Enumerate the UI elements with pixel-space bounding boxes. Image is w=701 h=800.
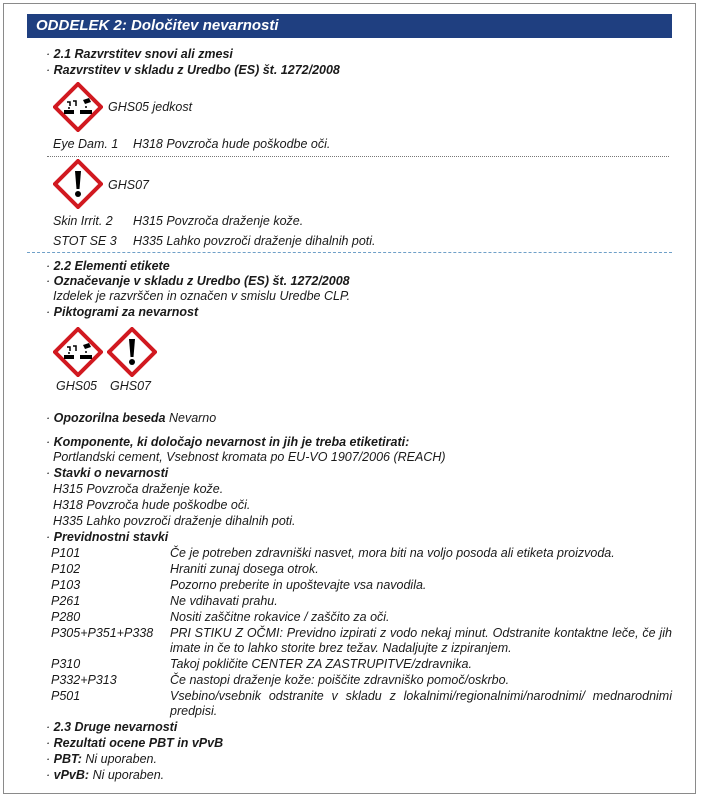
precaution-text: Nositi zaščitne rokavice / zaščito za oči.: [170, 610, 390, 624]
precaution-code: P501: [51, 689, 81, 703]
ghs05-pictogram-icon: [53, 327, 103, 377]
precaution-code: P261: [51, 594, 81, 608]
pbt-value: Ni uporaben.: [85, 752, 157, 766]
stot-statement: H335 Lahko povzroči draženje dihalnih poti.: [133, 234, 376, 248]
skin-class: Skin Irrit. 2: [53, 214, 113, 228]
precaution-text: Pozorno preberite in upoštevajte vsa navodila.: [170, 578, 427, 592]
ghs05-corrosion-icon: [53, 82, 103, 132]
hazard-statement: H335 Lahko povzroči draženje dihalnih poti.: [53, 514, 296, 528]
signal-word-label: Opozorilna beseda: [53, 411, 166, 425]
precaution-code: P103: [51, 578, 81, 592]
precaution-code: P332+P313: [51, 673, 117, 687]
precaution-text: Hraniti zunaj dosega otrok.: [170, 562, 319, 576]
pbt-heading: · Rezultati ocene PBT in vPvB: [46, 736, 224, 750]
s21-heading: · 2.1 Razvrstitev snovi ali zmesi: [46, 47, 233, 61]
components-heading: · Komponente, ki določajo nevarnost in jih je treba etiketirati:: [46, 435, 410, 449]
eye-class: Eye Dam. 1: [53, 137, 119, 151]
signal-word-line: · Opozorilna beseda Nevarno: [46, 411, 217, 425]
precaution-text: Če je potreben zdravniški nasvet, mora biti na voljo posoda ali etiketa proizvoda.: [170, 546, 615, 560]
clp-note: Izdelek je razvrščen in označen v smislu Uredbe CLP.: [53, 289, 351, 303]
hazard-statement: H315 Povzroča draženje kože.: [53, 482, 224, 496]
pbt-label: PBT:: [53, 752, 82, 766]
precaution-code: P102: [51, 562, 81, 576]
ghs07-exclamation-icon: [53, 159, 103, 209]
ghs05-label: GHS05 jedkost: [108, 100, 193, 114]
precaution-code: P305+P351+P338: [51, 626, 154, 640]
signal-word-value: Nevarno: [168, 411, 217, 425]
precaution-code: P101: [51, 546, 81, 560]
ghs07-label: GHS07: [108, 178, 149, 192]
components-text: Portlandski cement, Vsebnost kromata po EU-VO 1907/2006 (REACH): [53, 450, 446, 464]
vpvb-label: vPvB:: [53, 768, 90, 782]
pictograms-heading: · Piktogrami za nevarnost: [46, 305, 199, 319]
precaution-text: PRI STIKU Z OČMI: Previdno izpirati z vodo nekaj minut. Odstranite kontaktne leče, če jih imate in če to lahko storite brez težav. Nadaljujte z izpiranjem.: [170, 626, 672, 655]
precaution-code: P310: [51, 657, 81, 671]
ghs07-pictogram-icon: [107, 327, 157, 377]
hazard-statement: H318 Povzroča hude poškodbe oči.: [53, 498, 251, 512]
precaution-text: Vsebino/vsebnik odstranite v skladu z lokalnimi/regionalnimi/narodnimi/ mednarodnimi predpisi.: [170, 689, 672, 718]
section-title: ODDELEK 2: Določitev nevarnosti: [36, 17, 279, 34]
dashed-separator: [27, 252, 672, 253]
hazard-heading: · Stavki o nevarnosti: [46, 466, 169, 480]
precaution-code: P280: [51, 610, 81, 624]
precaution-heading: · Previdnostni stavki: [46, 530, 169, 544]
picto-label-ghs05: GHS05: [56, 379, 97, 393]
precaution-text: Ne vdihavati prahu.: [170, 594, 278, 608]
vpvb-line: · vPvB: Ni uporaben.: [46, 768, 165, 782]
section-header: [27, 14, 672, 38]
precaution-text: Takoj pokličite CENTER ZA ZASTRUPITVE/zdravnika.: [170, 657, 472, 671]
precaution-text: Če nastopi draženje kože: poiščite zdravniško pomoč/oskrbo.: [170, 673, 510, 687]
pbt-line: · PBT: Ni uporaben.: [46, 752, 157, 766]
vpvb-value: Ni uporaben.: [92, 768, 165, 782]
s22-heading: · 2.2 Elementi etikete: [46, 259, 170, 273]
s21-subheading: · Razvrstitev v skladu z Uredbo (ES) št. 1272/2008: [46, 63, 340, 77]
s23-heading: · 2.3 Druge nevarnosti: [46, 720, 178, 734]
skin-statement: H315 Povzroča draženje kože.: [133, 214, 304, 228]
eye-statement: H318 Povzroča hude poškodbe oči.: [133, 137, 331, 151]
stot-class: STOT SE 3: [53, 234, 117, 248]
dotted-separator: [47, 156, 669, 157]
picto-label-ghs07: GHS07: [110, 379, 151, 393]
s22-subheading: · Označevanje v skladu z Uredbo (ES) št. 1272/2008: [46, 274, 350, 288]
